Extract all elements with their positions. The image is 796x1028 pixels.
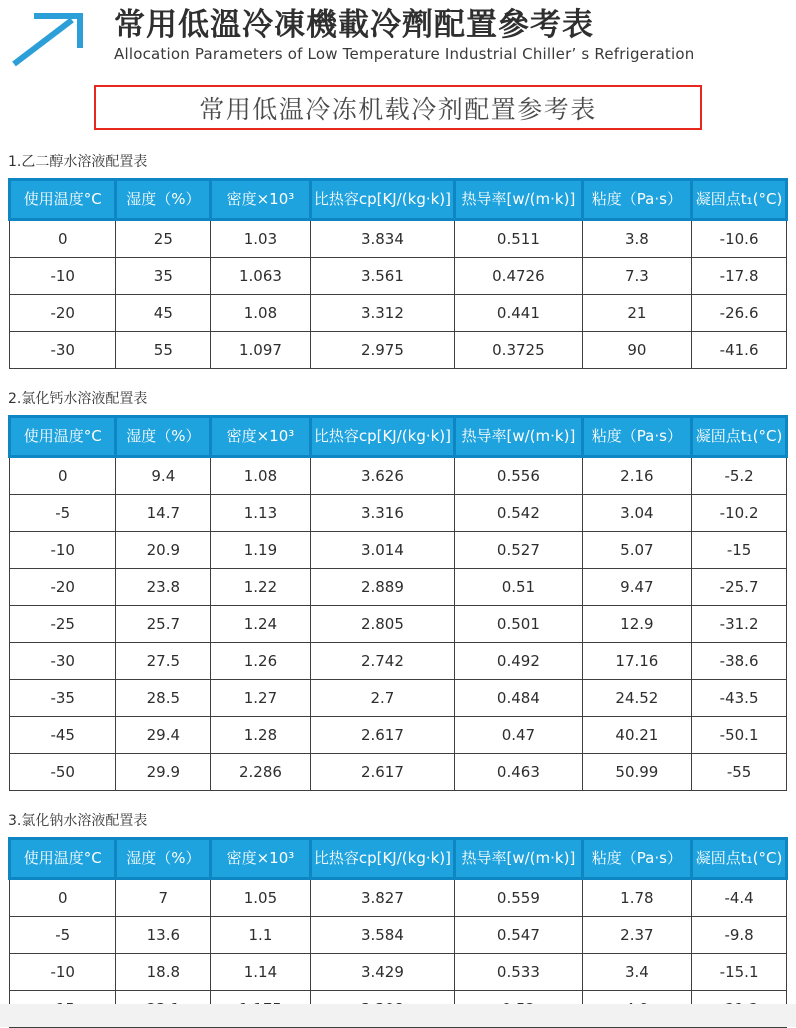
table-cell: 3.014 [310, 532, 455, 569]
table-cell: 20.9 [116, 532, 211, 569]
table-cell: 45 [116, 295, 211, 332]
column-header: 密度×10³ [211, 839, 310, 879]
column-header: 比热容cp[KJ/(kg·k)] [310, 417, 455, 457]
table-cell: 23.8 [116, 569, 211, 606]
column-header: 使用温度°C [10, 417, 116, 457]
table-row [10, 754, 787, 791]
column-header: 湿度（%） [116, 839, 211, 879]
arrow-up-right-icon [8, 8, 100, 68]
table-cell: 29.4 [116, 717, 211, 754]
table-row [10, 295, 787, 332]
table-cell: 0.547 [455, 917, 582, 954]
table-row [10, 258, 787, 295]
column-header: 热导率[w/(m·k)] [455, 417, 582, 457]
column-header: 湿度（%） [116, 417, 211, 457]
table-cell: 1.03 [211, 220, 310, 258]
table-cell: 1.24 [211, 606, 310, 643]
table-cell: 35 [116, 258, 211, 295]
table-cell: 1.08 [211, 295, 310, 332]
table-row [10, 495, 787, 532]
table-cell: 3.4 [582, 954, 692, 991]
table-cell: 3.626 [310, 457, 455, 495]
table-cell: 2.16 [582, 457, 692, 495]
table-cell: -20 [10, 295, 116, 332]
table-cell: -41.6 [692, 332, 787, 369]
table-cell: 50.99 [582, 754, 692, 791]
table-cell: 1.097 [211, 332, 310, 369]
table-row [10, 220, 787, 258]
table-cell: 2.742 [310, 643, 455, 680]
column-header: 使用温度°C [10, 180, 116, 220]
data-table [8, 837, 788, 1028]
table-cell: -38.6 [692, 643, 787, 680]
table-cell: -31.2 [692, 606, 787, 643]
section-label: 1.乙二醇水溶液配置表 [8, 154, 148, 170]
table-row [10, 569, 787, 606]
brand-subtitle: Allocation Parameters of Low Temperature Industrial Chiller’ s Refrigeration [114, 44, 695, 63]
table-cell: 1.08 [211, 457, 310, 495]
table-cell: 3.827 [310, 879, 455, 917]
table-cell: 0.533 [455, 954, 582, 991]
table-cell: 18.8 [116, 954, 211, 991]
section-label: 3.氯化钠水溶液配置表 [8, 813, 148, 829]
table-cell: -15.1 [692, 954, 787, 991]
table-cell: -35 [10, 680, 116, 717]
table-cell: 13.6 [116, 917, 211, 954]
table-cell: 9.4 [116, 457, 211, 495]
table-cell: -10 [10, 954, 116, 991]
table-cell: 40.21 [582, 717, 692, 754]
column-header: 凝固点t₁(°C) [692, 417, 787, 457]
table-cell: -10 [10, 532, 116, 569]
table-cell: -15 [692, 532, 787, 569]
table-cell: 1.28 [211, 717, 310, 754]
table-cell: 1.19 [211, 532, 310, 569]
table-cell: -10.2 [692, 495, 787, 532]
table-cell: 2.617 [310, 754, 455, 791]
table-cell: 2.7 [310, 680, 455, 717]
table-cell: -10.6 [692, 220, 787, 258]
table-cell: 7.3 [582, 258, 692, 295]
column-header: 比热容cp[KJ/(kg·k)] [310, 180, 455, 220]
table-cell: 3.561 [310, 258, 455, 295]
table-cell: 3.312 [310, 295, 455, 332]
table-cell: 2.286 [211, 754, 310, 791]
section-3 [8, 810, 788, 1028]
table-cell: 0 [10, 879, 116, 917]
table-cell: 0 [10, 220, 116, 258]
data-table [8, 415, 788, 791]
table-cell: 0.492 [455, 643, 582, 680]
header-row [10, 180, 787, 220]
footer-strip [0, 1004, 796, 1027]
table-cell: -17.8 [692, 258, 787, 295]
table-cell: -55 [692, 754, 787, 791]
tables [0, 151, 796, 1028]
column-header: 比热容cp[KJ/(kg·k)] [310, 839, 455, 879]
table-cell: 0.463 [455, 754, 582, 791]
header-row [10, 417, 787, 457]
table-cell: 1.1 [211, 917, 310, 954]
table-cell: -9.8 [692, 917, 787, 954]
table-cell: 1.22 [211, 569, 310, 606]
section-2 [8, 388, 788, 791]
table-cell: 25.7 [116, 606, 211, 643]
table-cell: 3.429 [310, 954, 455, 991]
table-cell: 3.316 [310, 495, 455, 532]
table-row [10, 457, 787, 495]
table-cell: 0.559 [455, 879, 582, 917]
table-cell: 0.484 [455, 680, 582, 717]
table-cell: 1.13 [211, 495, 310, 532]
column-header: 凝固点t₁(°C) [692, 180, 787, 220]
table-cell: -45 [10, 717, 116, 754]
table-cell: 0.441 [455, 295, 582, 332]
table-cell: -5 [10, 917, 116, 954]
table-row [10, 332, 787, 369]
table-cell: 0.542 [455, 495, 582, 532]
table-cell: 1.14 [211, 954, 310, 991]
column-header: 湿度（%） [116, 180, 211, 220]
table-cell: 55 [116, 332, 211, 369]
table-cell: 1.27 [211, 680, 310, 717]
column-header: 粘度（Pa·s） [582, 417, 692, 457]
table-cell: 3.584 [310, 917, 455, 954]
table-cell: 28.5 [116, 680, 211, 717]
table-cell: -20 [10, 569, 116, 606]
column-header: 粘度（Pa·s） [582, 839, 692, 879]
table-cell: -26.6 [692, 295, 787, 332]
page-title: 常用低温冷冻机载冷剂配置参考表 [199, 94, 597, 124]
table-row [10, 643, 787, 680]
table-cell: -10 [10, 258, 116, 295]
table-cell: -25.7 [692, 569, 787, 606]
table-cell: 2.617 [310, 717, 455, 754]
header-row [10, 839, 787, 879]
table-cell: 2.975 [310, 332, 455, 369]
data-table [8, 178, 788, 369]
table-cell: 1.26 [211, 643, 310, 680]
table-cell: 1.063 [211, 258, 310, 295]
table-cell: 17.16 [582, 643, 692, 680]
table-cell: 5.07 [582, 532, 692, 569]
table-row [10, 954, 787, 991]
table-row [10, 879, 787, 917]
table-cell: -4.4 [692, 879, 787, 917]
table-cell: -5 [10, 495, 116, 532]
table-row [10, 532, 787, 569]
table-row [10, 606, 787, 643]
table-cell: 7 [116, 879, 211, 917]
table-cell: 0.4726 [455, 258, 582, 295]
table-row [10, 917, 787, 954]
brand-text [114, 8, 694, 63]
section-label: 2.氯化钙水溶液配置表 [8, 391, 148, 407]
table-cell: -43.5 [692, 680, 787, 717]
table-cell: 3.834 [310, 220, 455, 258]
table-cell: 25 [116, 220, 211, 258]
table-cell: 0 [10, 457, 116, 495]
table-cell: 2.37 [582, 917, 692, 954]
table-cell: -50 [10, 754, 116, 791]
table-cell: 1.78 [582, 879, 692, 917]
table-cell: 0.51 [455, 569, 582, 606]
table-cell: 9.47 [582, 569, 692, 606]
column-header: 热导率[w/(m·k)] [455, 839, 582, 879]
table-cell: -30 [10, 643, 116, 680]
table-cell: -25 [10, 606, 116, 643]
table-cell: 12.9 [582, 606, 692, 643]
main-title-highlight-box [94, 85, 702, 130]
table-cell: 1.05 [211, 879, 310, 917]
column-header: 粘度（Pa·s） [582, 180, 692, 220]
table-cell: 0.556 [455, 457, 582, 495]
table-cell: 0.511 [455, 220, 582, 258]
table-row [10, 680, 787, 717]
table-cell: 21 [582, 295, 692, 332]
page-header [0, 0, 796, 68]
table-cell: 29.9 [116, 754, 211, 791]
column-header: 使用温度°C [10, 839, 116, 879]
column-header: 密度×10³ [211, 180, 310, 220]
table-cell: 2.805 [310, 606, 455, 643]
table-row [10, 717, 787, 754]
table-cell: 14.7 [116, 495, 211, 532]
table-cell: 0.527 [455, 532, 582, 569]
table-cell: -50.1 [692, 717, 787, 754]
table-cell: 3.8 [582, 220, 692, 258]
table-cell: 0.3725 [455, 332, 582, 369]
column-header: 热导率[w/(m·k)] [455, 180, 582, 220]
column-header: 密度×10³ [211, 417, 310, 457]
table-cell: 90 [582, 332, 692, 369]
brand-title: 常用低溫冷凍機載冷劑配置參考表 [114, 7, 594, 43]
table-cell: 0.47 [455, 717, 582, 754]
table-cell: 24.52 [582, 680, 692, 717]
table-cell: 3.04 [582, 495, 692, 532]
table-cell: 27.5 [116, 643, 211, 680]
table-cell: 2.889 [310, 569, 455, 606]
section-1 [8, 151, 788, 369]
table-cell: -30 [10, 332, 116, 369]
table-cell: 0.501 [455, 606, 582, 643]
table-cell: -5.2 [692, 457, 787, 495]
column-header: 凝固点t₁(°C) [692, 839, 787, 879]
